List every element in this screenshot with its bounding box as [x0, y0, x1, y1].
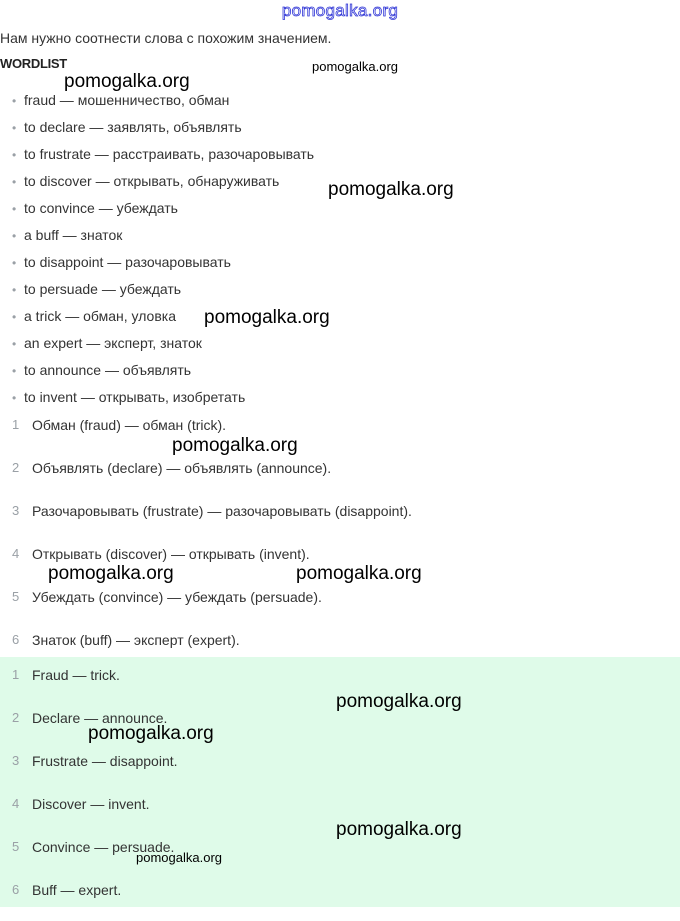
task-instruction: Нам нужно соотнести слова с похожим значением. — [0, 30, 332, 46]
watermark: pomogalka.org — [336, 691, 462, 712]
item-number: 5 — [12, 839, 20, 854]
wordlist-item: • a buff — знаток — [12, 222, 314, 249]
bullet-icon: • — [12, 337, 17, 351]
bullet-icon: • — [12, 229, 17, 243]
item-text: Discover — invent. — [32, 796, 150, 812]
item-text: Обман (fraud) — обман (trick). — [32, 417, 227, 433]
watermark: pomogalka.org — [312, 59, 398, 74]
wordlist-item: • a trick — обман, уловка — [12, 303, 314, 330]
bullet-icon: • — [12, 94, 17, 108]
wordlist-item: • to convince — убеждать — [12, 195, 314, 222]
wordlist-item: • to disappoint — разочаровывать — [12, 249, 314, 276]
wordlist-item: • fraud — мошенничество, обман — [12, 87, 314, 114]
item-number: 4 — [12, 796, 20, 811]
bullet-icon: • — [12, 148, 17, 162]
watermark: pomogalka.org — [296, 563, 422, 584]
item-text: Знаток (buff) — эксперт (expert). — [32, 632, 240, 648]
wordlist-item: • to declare — заявлять, объявлять — [12, 114, 314, 141]
wordlist-item: • to announce — объявлять — [12, 357, 314, 384]
watermark: pomogalka.org — [204, 307, 330, 328]
item-number: 2 — [12, 460, 20, 475]
item-text: Buff — expert. — [32, 882, 122, 898]
bullet-icon: • — [12, 256, 17, 270]
item-text: Разочаровывать (frustrate) — разочаровывать (disappoint). — [32, 503, 412, 519]
item-text: Frustrate — disappoint. — [32, 753, 178, 769]
item-number: 3 — [12, 753, 20, 768]
bullet-icon: • — [12, 202, 17, 216]
watermark: pomogalka.org — [328, 179, 454, 200]
item-number: 6 — [12, 882, 20, 897]
item-number: 4 — [12, 546, 20, 561]
item-text: Убеждать (convince) — убеждать (persuade). — [32, 589, 322, 605]
item-text: Declare — announce. — [32, 710, 168, 726]
item-number: 2 — [12, 710, 20, 725]
item-text: Объявлять (declare) — объявлять (announce). — [32, 460, 332, 476]
wordlist-item: • to invent — открывать, изобретать — [12, 384, 314, 411]
wordlist-item: • to discover — открывать, обнаруживать — [12, 168, 314, 195]
watermark: pomogalka.org — [136, 850, 222, 865]
wordlist-item: • an expert — эксперт, знаток — [12, 330, 314, 357]
wordlist-item: • to frustrate — расстраивать, разочаровывать — [12, 141, 314, 168]
item-number: 3 — [12, 503, 20, 518]
item-text: Fraud — trick. — [32, 667, 120, 683]
item-text: Convince — persuade. — [32, 839, 175, 855]
watermark: pomogalka.org — [48, 563, 174, 584]
site-logo: pomogalka.org — [281, 1, 399, 20]
watermark: pomogalka.org — [88, 723, 214, 744]
bullet-icon: • — [12, 175, 17, 189]
watermark: pomogalka.org — [64, 71, 190, 92]
watermark: pomogalka.org — [172, 435, 298, 456]
item-text: Открывать (discover) — открывать (invent). — [32, 546, 310, 562]
bullet-icon: • — [12, 121, 17, 135]
wordlist — [12, 87, 314, 411]
wordlist-heading: WORDLIST — [0, 56, 67, 71]
wordlist-item: • to persuade — убеждать — [12, 276, 314, 303]
item-number: 1 — [12, 417, 20, 432]
bullet-icon: • — [12, 283, 17, 297]
bullet-icon: • — [12, 310, 17, 324]
watermark: pomogalka.org — [336, 819, 462, 840]
item-number: 1 — [12, 667, 20, 682]
bullet-icon: • — [12, 364, 17, 378]
item-number: 5 — [12, 589, 20, 604]
bullet-icon: • — [12, 391, 17, 405]
item-number: 6 — [12, 632, 20, 647]
